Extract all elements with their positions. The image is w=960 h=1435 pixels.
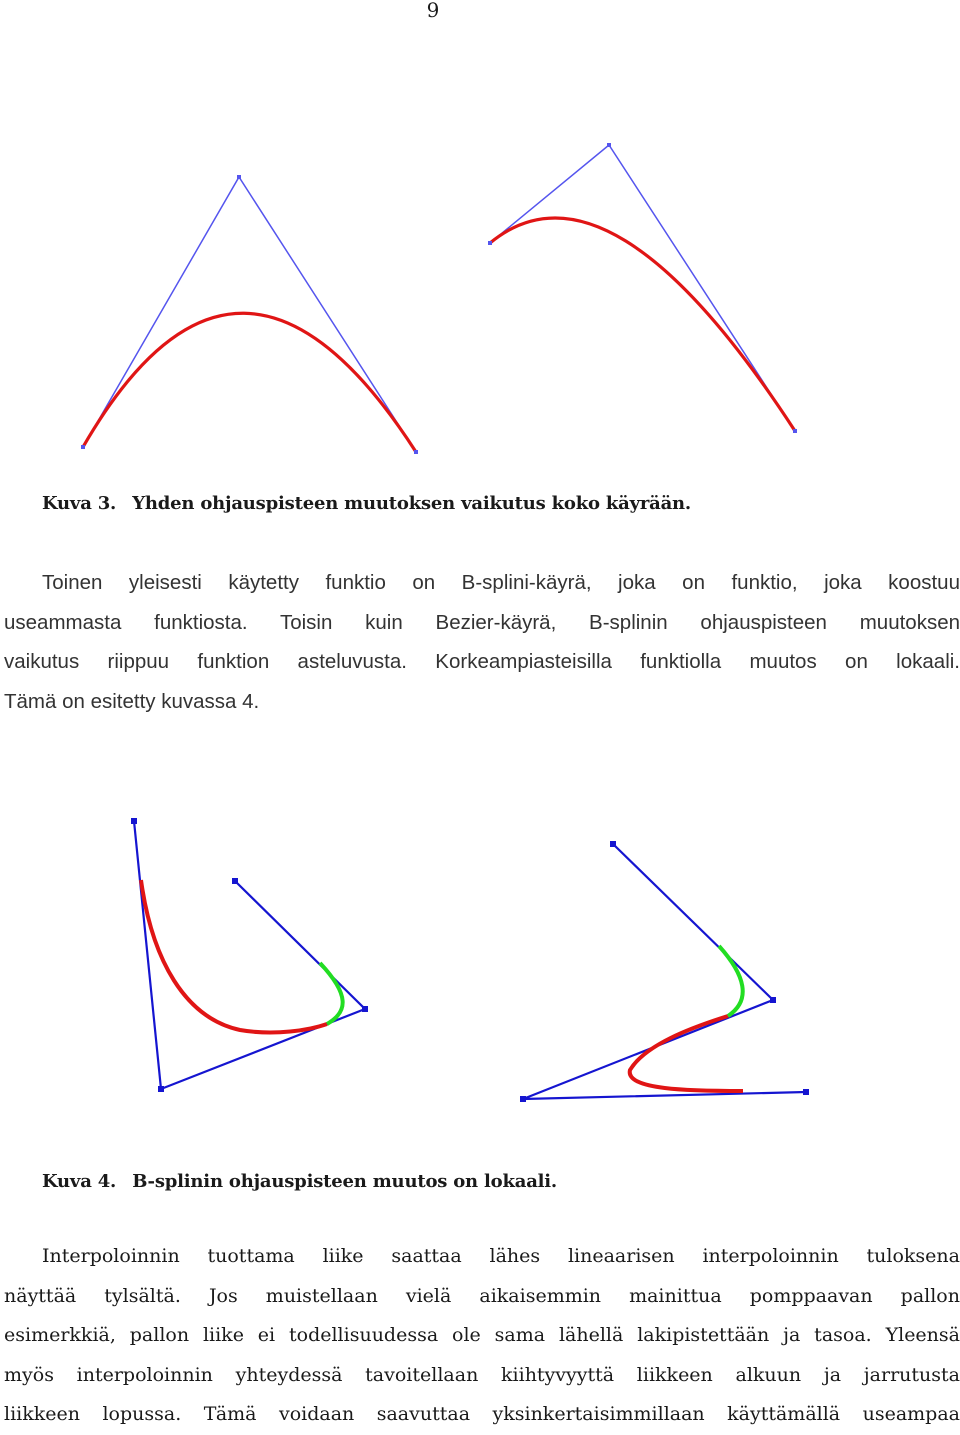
paragraph-1-line: Tämä on esitetty kuvassa 4. [4, 689, 260, 713]
paragraph-2-line: liikkeen lopussa. Tämä voidaan saavuttaa yksinkertaisimmillaan käyttämällä useampaa [4, 1403, 960, 1425]
bezier-curve-right [490, 218, 795, 431]
paragraph-1-line: vaikutus riippuu funktion asteluvusta. Korkeampiasteisilla funktiolla muutos on lokaali. [4, 650, 960, 673]
figure-4-bspline-curves [0, 810, 960, 1110]
control-point [414, 450, 418, 454]
paragraph-2-line: Interpoloinnin tuottama liike saattaa lähes lineaarisen interpoloinnin tuloksena [42, 1245, 960, 1267]
bezier-right [488, 143, 797, 433]
changed-segment-left [320, 963, 343, 1024]
control-point [770, 997, 776, 1003]
paragraph-1-line: Toinen yleisesti käytetty funktio on B-splini-käyrä, joka on funktio, joka koostuu [42, 571, 960, 594]
figure-3-caption-text: Yhden ohjauspisteen muutoksen vaikutus koko käyrään. [132, 493, 692, 514]
figure-3-bezier-curves [0, 130, 960, 470]
control-point [232, 878, 238, 884]
figure-3-caption-number: Kuva 3. [42, 493, 117, 514]
figure-4-caption [42, 1171, 557, 1192]
control-point [520, 1096, 526, 1102]
bezier-left [81, 175, 418, 454]
bspline-right [520, 841, 809, 1102]
control-point [81, 445, 85, 449]
paragraph-2-line: näyttää tylsältä. Jos muistellaan vielä aikaisemmin mainittua pomppaavan pallon [4, 1284, 960, 1307]
control-polygon-left [134, 821, 365, 1089]
changed-segment-right [719, 946, 743, 1016]
control-polygon-right [523, 844, 806, 1099]
bspline-left [131, 818, 368, 1092]
paragraph-2-line: myös interpoloinnin yhteydessä tavoitellaan kiihtyvyyttä liikkeen alkuun ja jarrutusta [4, 1363, 960, 1386]
paragraph-2-line: esimerkkiä, pallon liike ei todellisuudessa ole sama lähellä lakipistettään ja tasoa. Yleensä [4, 1324, 960, 1346]
figure-4-caption-text: B-splinin ohjauspisteen muutos on lokaali. [132, 1171, 557, 1192]
bspline-curve-left [141, 880, 327, 1032]
page-number: 9 [426, 0, 440, 22]
control-point [362, 1006, 368, 1012]
figure-4-caption-number: Kuva 4. [42, 1171, 117, 1192]
control-polygon-right [490, 145, 795, 431]
figure-3-caption [42, 493, 691, 514]
control-point [803, 1089, 809, 1095]
control-point [607, 143, 611, 147]
control-point [610, 841, 616, 847]
control-point [158, 1086, 164, 1092]
bspline-curve-right [630, 1016, 743, 1091]
control-point [488, 241, 492, 245]
paragraph-2 [4, 1237, 960, 1435]
control-point [237, 175, 241, 179]
bezier-curve-left [83, 313, 416, 452]
control-point [793, 429, 797, 433]
paragraph-1 [4, 563, 960, 721]
control-point [131, 818, 137, 824]
paragraph-1-line: useammasta funktiosta. Toisin kuin Bezier-käyrä, B-splinin ohjauspisteen muutoksen [4, 610, 960, 634]
